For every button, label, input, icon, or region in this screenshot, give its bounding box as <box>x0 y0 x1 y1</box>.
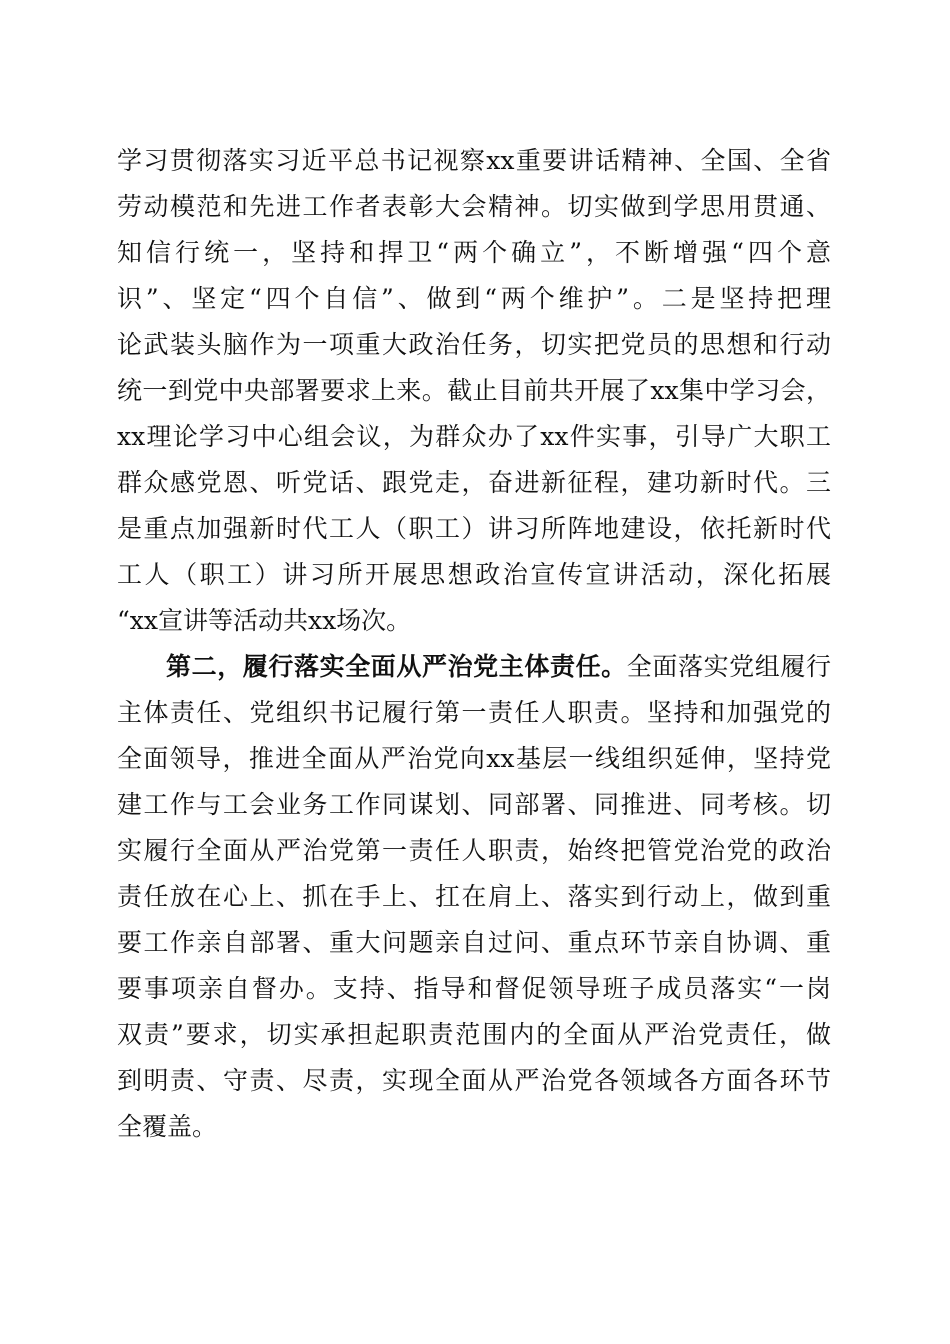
text-span: 全面落实党组履行 <box>626 652 831 681</box>
text-line: xx理论学习中心组会议，为群众办了xx件实事，引导广大职工 <box>117 422 831 451</box>
text-line: 要事项亲自督办。支持、指导和督促领导班子成员落实“一岗 <box>117 974 831 1003</box>
text-line: 双责”要求，切实承担起职责范围内的全面从严治党责任，做 <box>117 1020 831 1049</box>
text-line: 工人（职工）讲习所开展思想政治宣传宣讲活动，深化拓展 <box>117 560 831 589</box>
text-line: 主体责任、党组织书记履行第一责任人职责。坚持和加强党的 <box>117 698 831 727</box>
text-line: 群众感党恩、听党话、跟党走，奋进新征程，建功新时代。三 <box>117 468 831 497</box>
text-line: 到明责、守责、尽责，实现全面从严治党各领域各方面各环节 <box>117 1066 831 1095</box>
text-line: 全面领导，推进全面从严治党向xx基层一线组织延伸，坚持党 <box>117 744 831 773</box>
text-line: 学习贯彻落实习近平总书记视察xx重要讲话精神、全国、全省 <box>117 146 831 175</box>
text-line: 建工作与工会业务工作同谋划、同部署、同推进、同考核。切 <box>117 790 831 819</box>
text-line: 识”、坚定“四个自信”、做到“两个维护”。二是坚持把理 <box>117 284 831 313</box>
text-line: 要工作亲自部署、重大问题亲自过问、重点环节亲自协调、重 <box>117 928 831 957</box>
text-line: 知信行统一，坚持和捍卫“两个确立”，不断增强“四个意 <box>117 238 831 267</box>
text-line: 统一到党中央部署要求上来。截止目前共开展了xx集中学习会， <box>117 376 831 405</box>
text-line: 是重点加强新时代工人（职工）讲习所阵地建设，依托新时代 <box>117 514 831 543</box>
text-line: “xx宣讲等活动共xx场次。 <box>117 606 412 635</box>
text-line: 全覆盖。 <box>117 1112 218 1141</box>
text-line: 责任放在心上、抓在手上、扛在肩上、落实到行动上，做到重 <box>117 882 831 911</box>
text-line: 劳动模范和先进工作者表彰大会精神。切实做到学思用贯通、 <box>117 192 831 221</box>
section-heading: 第二，履行落实全面从严治党主体责任。 <box>166 652 627 681</box>
paragraph-first-line <box>166 644 831 690</box>
text-line: 实履行全面从严治党第一责任人职责，始终把管党治党的政治 <box>117 836 831 865</box>
text-line: 论武装头脑作为一项重大政治任务，切实把党员的思想和行动 <box>117 330 831 359</box>
